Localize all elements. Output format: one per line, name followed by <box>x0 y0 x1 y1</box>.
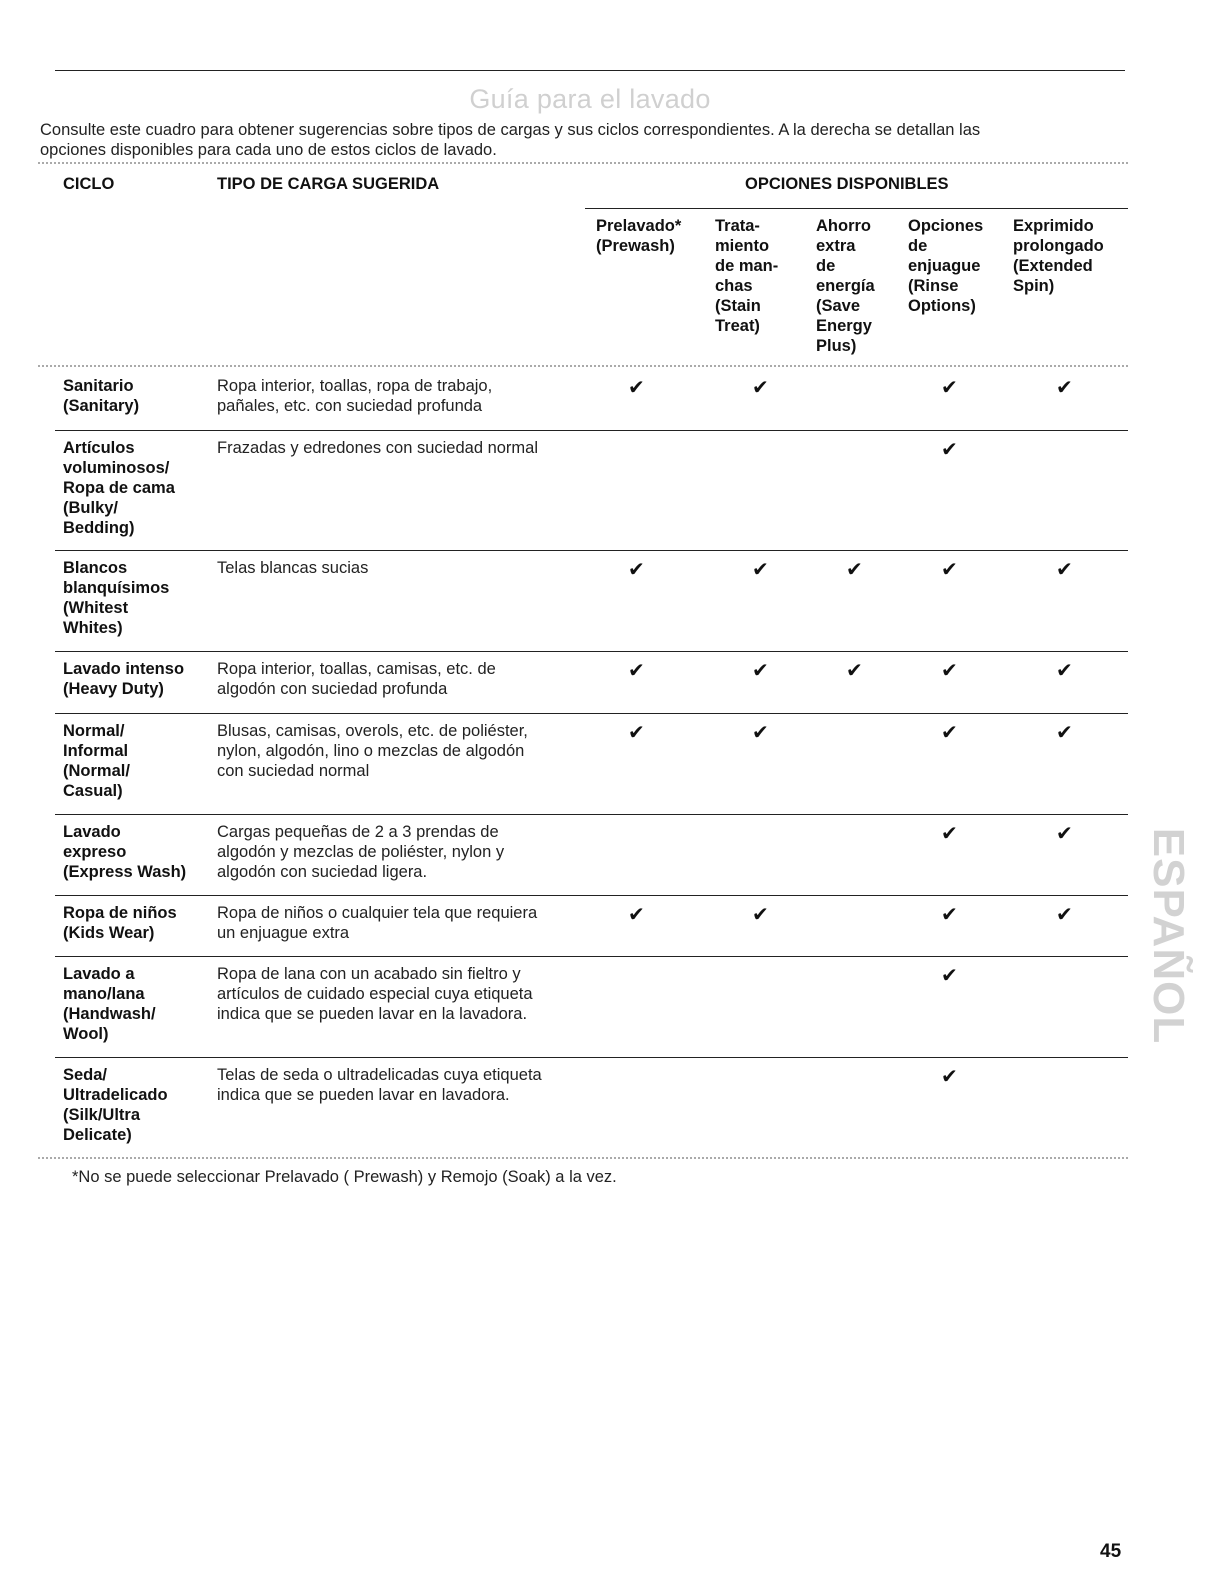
row-separator <box>55 956 1128 957</box>
row-separator <box>55 651 1128 652</box>
row-suggested-load: Ropa interior, toallas, camisas, etc. de algodón con suciedad profunda <box>217 660 496 698</box>
check-mark-icon: ✔ <box>941 658 958 682</box>
intro-line-1: Consulte este cuadro para obtener sugerencias sobre tipos de cargas y sus ciclos correspondientes. A la derecha se detallan las <box>40 121 981 139</box>
check-mark-icon: ✔ <box>941 963 958 987</box>
check-mark-icon: ✔ <box>846 658 863 682</box>
row-cycle-name: Seda/ Ultradelicado (Silk/Ultra Delicate) <box>63 1066 168 1144</box>
row-suggested-load: Telas blancas sucias <box>217 559 369 577</box>
row-cycle-name: Lavado a mano/lana (Handwash/ Wool) <box>63 965 156 1043</box>
check-mark-icon: ✔ <box>628 557 645 581</box>
row-cycle-name: Artículos voluminosos/ Ropa de cama (Bulky/ Bedding) <box>63 439 175 537</box>
row-cycle-name: Sanitario (Sanitary) <box>63 377 140 415</box>
row-cycle-name: Blancos blanquísimos (Whitest Whites) <box>63 559 170 637</box>
check-mark-icon: ✔ <box>752 557 769 581</box>
row-suggested-load: Telas de seda o ultradelicadas cuya etiqueta indica que se pueden lavar en lavadora. <box>217 1066 542 1104</box>
row-separator <box>55 550 1128 551</box>
check-mark-icon: ✔ <box>1056 658 1073 682</box>
option-col-rinse-options: Opciones de enjuague (Rinse Options) <box>908 217 984 315</box>
row-suggested-load: Ropa interior, toallas, ropa de trabajo, pañales, etc. con suciedad profunda <box>217 377 493 415</box>
row-separator <box>55 895 1128 896</box>
page-number: 45 <box>1100 1541 1122 1562</box>
dotted-rule-bottom <box>38 1157 1128 1159</box>
check-mark-icon: ✔ <box>628 720 645 744</box>
check-mark-icon: ✔ <box>941 437 958 461</box>
options-header-rule <box>585 208 1128 209</box>
page-title: Guía para el lavado <box>469 84 711 114</box>
row-cycle-name: Lavado expreso (Express Wash) <box>63 823 187 881</box>
check-mark-icon: ✔ <box>752 375 769 399</box>
check-mark-icon: ✔ <box>941 375 958 399</box>
header-load: TIPO DE CARGA SUGERIDA <box>217 175 440 193</box>
row-suggested-load: Blusas, camisas, overols, etc. de poliéster, nylon, algodón, lino o mezclas de algodón con suciedad normal <box>217 722 528 780</box>
check-mark-icon: ✔ <box>1056 375 1073 399</box>
row-suggested-load: Cargas pequeñas de 2 a 3 prendas de algodón y mezclas de poliéster, nylon y algodón con suciedad ligera. <box>217 823 505 881</box>
check-mark-icon: ✔ <box>1056 821 1073 845</box>
top-rule <box>55 70 1125 71</box>
header-options: OPCIONES DISPONIBLES <box>745 175 949 193</box>
check-mark-icon: ✔ <box>846 557 863 581</box>
option-col-prewash: Prelavado* (Prewash) <box>596 217 682 255</box>
row-suggested-load: Ropa de lana con un acabado sin fieltro y artículos de cuidado especial cuya etiqueta indica que se pueden lavar en la lavadora. <box>217 965 533 1023</box>
check-mark-icon: ✔ <box>941 557 958 581</box>
dotted-rule-header-bottom <box>38 365 1128 367</box>
dotted-rule-top <box>38 162 1128 164</box>
row-cycle-name: Ropa de niños (Kids Wear) <box>63 904 177 942</box>
intro-line-2: opciones disponibles para cada uno de estos ciclos de lavado. <box>40 141 497 159</box>
check-mark-icon: ✔ <box>628 658 645 682</box>
footnote: *No se puede seleccionar Prelavado ( Prewash) y Remojo (Soak) a la vez. <box>72 1168 617 1186</box>
row-suggested-load: Frazadas y edredones con suciedad normal <box>217 439 539 457</box>
check-mark-icon: ✔ <box>628 902 645 926</box>
check-mark-icon: ✔ <box>1056 557 1073 581</box>
row-separator <box>55 814 1128 815</box>
check-mark-icon: ✔ <box>941 821 958 845</box>
check-mark-icon: ✔ <box>1056 902 1073 926</box>
row-cycle-name: Lavado intenso (Heavy Duty) <box>63 660 185 698</box>
check-mark-icon: ✔ <box>1056 720 1073 744</box>
row-separator <box>55 1057 1128 1058</box>
check-mark-icon: ✔ <box>941 720 958 744</box>
language-side-tab-label: ESPAÑOL <box>1144 827 1193 1045</box>
option-col-save-energy: Ahorro extra de energía (Save Energy Plus) <box>816 217 875 355</box>
row-suggested-load: Ropa de niños o cualquier tela que requiera un enjuague extra <box>217 904 538 942</box>
language-side-tab <box>1144 820 1193 1052</box>
row-cycle-name: Normal/ Informal (Normal/ Casual) <box>63 722 130 800</box>
check-mark-icon: ✔ <box>941 1064 958 1088</box>
row-separator <box>55 430 1128 431</box>
option-col-stain-treat: Trata- miento de man- chas (Stain Treat) <box>715 217 779 335</box>
intro-text <box>40 120 1130 160</box>
check-mark-icon: ✔ <box>628 375 645 399</box>
header-cycle: CICLO <box>63 175 115 193</box>
check-mark-icon: ✔ <box>752 720 769 744</box>
row-separator <box>55 713 1128 714</box>
option-col-extended-spin: Exprimido prolongado (Extended Spin) <box>1013 217 1104 295</box>
check-mark-icon: ✔ <box>752 658 769 682</box>
check-mark-icon: ✔ <box>752 902 769 926</box>
check-mark-icon: ✔ <box>941 902 958 926</box>
